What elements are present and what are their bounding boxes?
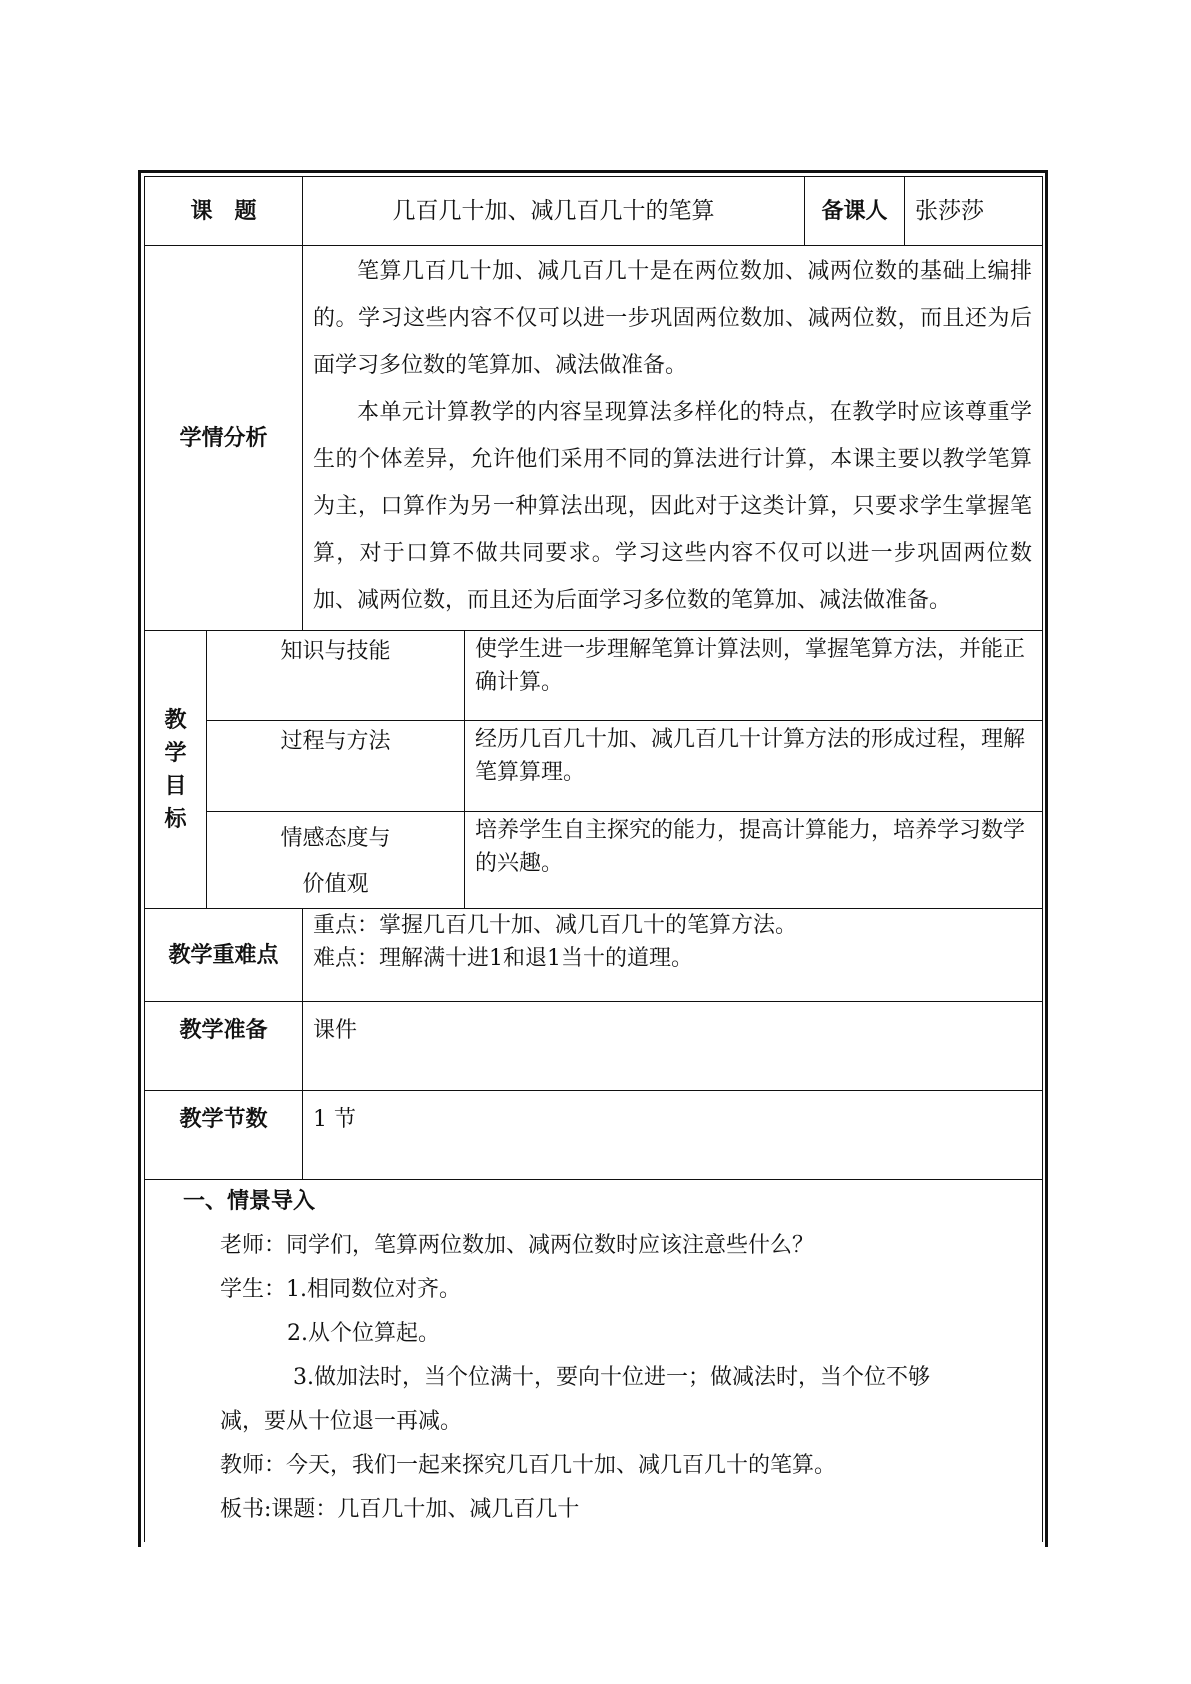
lesson-line: 老师：同学们，笔算两位数加、减两位数时应该注意些什么？ — [220, 1233, 815, 1258]
goal-label-process: 过程与方法 — [207, 721, 465, 812]
analysis-paragraph: 本单元计算教学的内容呈现算法多样化的特点，在教学时应该尊重学生的个体差异，允许他们采用不同的算法进行计算，本课主要以教学笔算为主，口算作为另一种算法出现，因此对于这类计算，只要求学生掌握笔算，对于口算不做共同要求。学习这些内容不仅可以进一步巩固两位数加、减两位数，而且还为后面学习多位数的笔算加、减法做准备。 — [313, 400, 1033, 613]
lesson-line: 板书:课题：几百几十加、减几百几十 — [220, 1497, 580, 1522]
lesson-body-row — [145, 1180, 1043, 1543]
preparer-label: 备课人 — [805, 177, 905, 246]
lesson-line: 3.做加法时，当个位满十，要向十位进一；做减法时，当个位不够 — [293, 1365, 930, 1390]
focus-label: 教学重难点 — [145, 909, 303, 1002]
preparer-value: 张莎莎 — [905, 177, 1043, 246]
lesson-line: 学生：1.相同数位对齐。 — [220, 1277, 461, 1302]
periods-value: 1 节 — [303, 1091, 1043, 1180]
goal-row — [145, 631, 1043, 721]
topic-value: 几百几十加、减几百几十的笔算 — [303, 177, 805, 246]
goal-text-process: 经历几百几十加、减几百几十计算方法的形成过程，理解笔算算理。 — [465, 721, 1043, 812]
goals-label-char: 教 — [164, 707, 187, 733]
lesson-line: 减，要从十位退一再减。 — [220, 1409, 463, 1434]
focus-row — [145, 909, 1043, 1002]
analysis-paragraph: 笔算几百几十加、减几百几十是在两位数加、减两位数的基础上编排的。学习这些内容不仅可以进一步巩固两位数加、减两位数，而且还为后面学习多位数的笔算加、减法做准备。 — [313, 259, 1033, 378]
periods-label: 教学节数 — [145, 1091, 303, 1180]
goals-label-char: 学 — [164, 740, 187, 766]
periods-row — [145, 1091, 1043, 1180]
topic-label: 课 题 — [145, 177, 303, 246]
preparation-label: 教学准备 — [145, 1002, 303, 1091]
goal-row — [145, 812, 1043, 909]
goal-text-attitude: 培养学生自主探究的能力，提高计算能力，培养学习数学的兴趣。 — [465, 812, 1043, 909]
lesson-body — [145, 1180, 1043, 1543]
lesson-plan-table — [144, 176, 1043, 1542]
preparation-value: 课件 — [303, 1002, 1043, 1091]
goal-label-attitude — [207, 812, 465, 909]
goal-row — [145, 721, 1043, 812]
goal-label-attitude-line1: 情感态度与 — [280, 826, 391, 851]
lesson-line: 教师：今天，我们一起来探究几百几十加、减几百几十的笔算。 — [220, 1453, 837, 1478]
focus-key-point: 重点：掌握几百几十加、减几百几十的笔算方法。 — [313, 913, 798, 938]
goal-label-knowledge: 知识与技能 — [207, 631, 465, 721]
goals-label-char: 标 — [164, 806, 187, 832]
analysis-row — [145, 246, 1043, 631]
analysis-content — [303, 246, 1043, 631]
goals-label-char: 目 — [164, 773, 187, 799]
section-title: 一、情景导入 — [183, 1189, 316, 1214]
header-row — [145, 177, 1043, 246]
goal-text-knowledge: 使学生进一步理解笔算计算法则，掌握笔算方法，并能正确计算。 — [465, 631, 1043, 721]
focus-content — [303, 909, 1043, 1002]
analysis-label: 学情分析 — [145, 246, 303, 631]
focus-difficulty: 难点：理解满十进1和退1当十的道理。 — [313, 946, 694, 971]
preparation-row — [145, 1002, 1043, 1091]
goals-label — [145, 631, 207, 909]
goal-label-attitude-line2: 价值观 — [302, 872, 369, 897]
lesson-line: 2.从个位算起。 — [287, 1321, 440, 1346]
